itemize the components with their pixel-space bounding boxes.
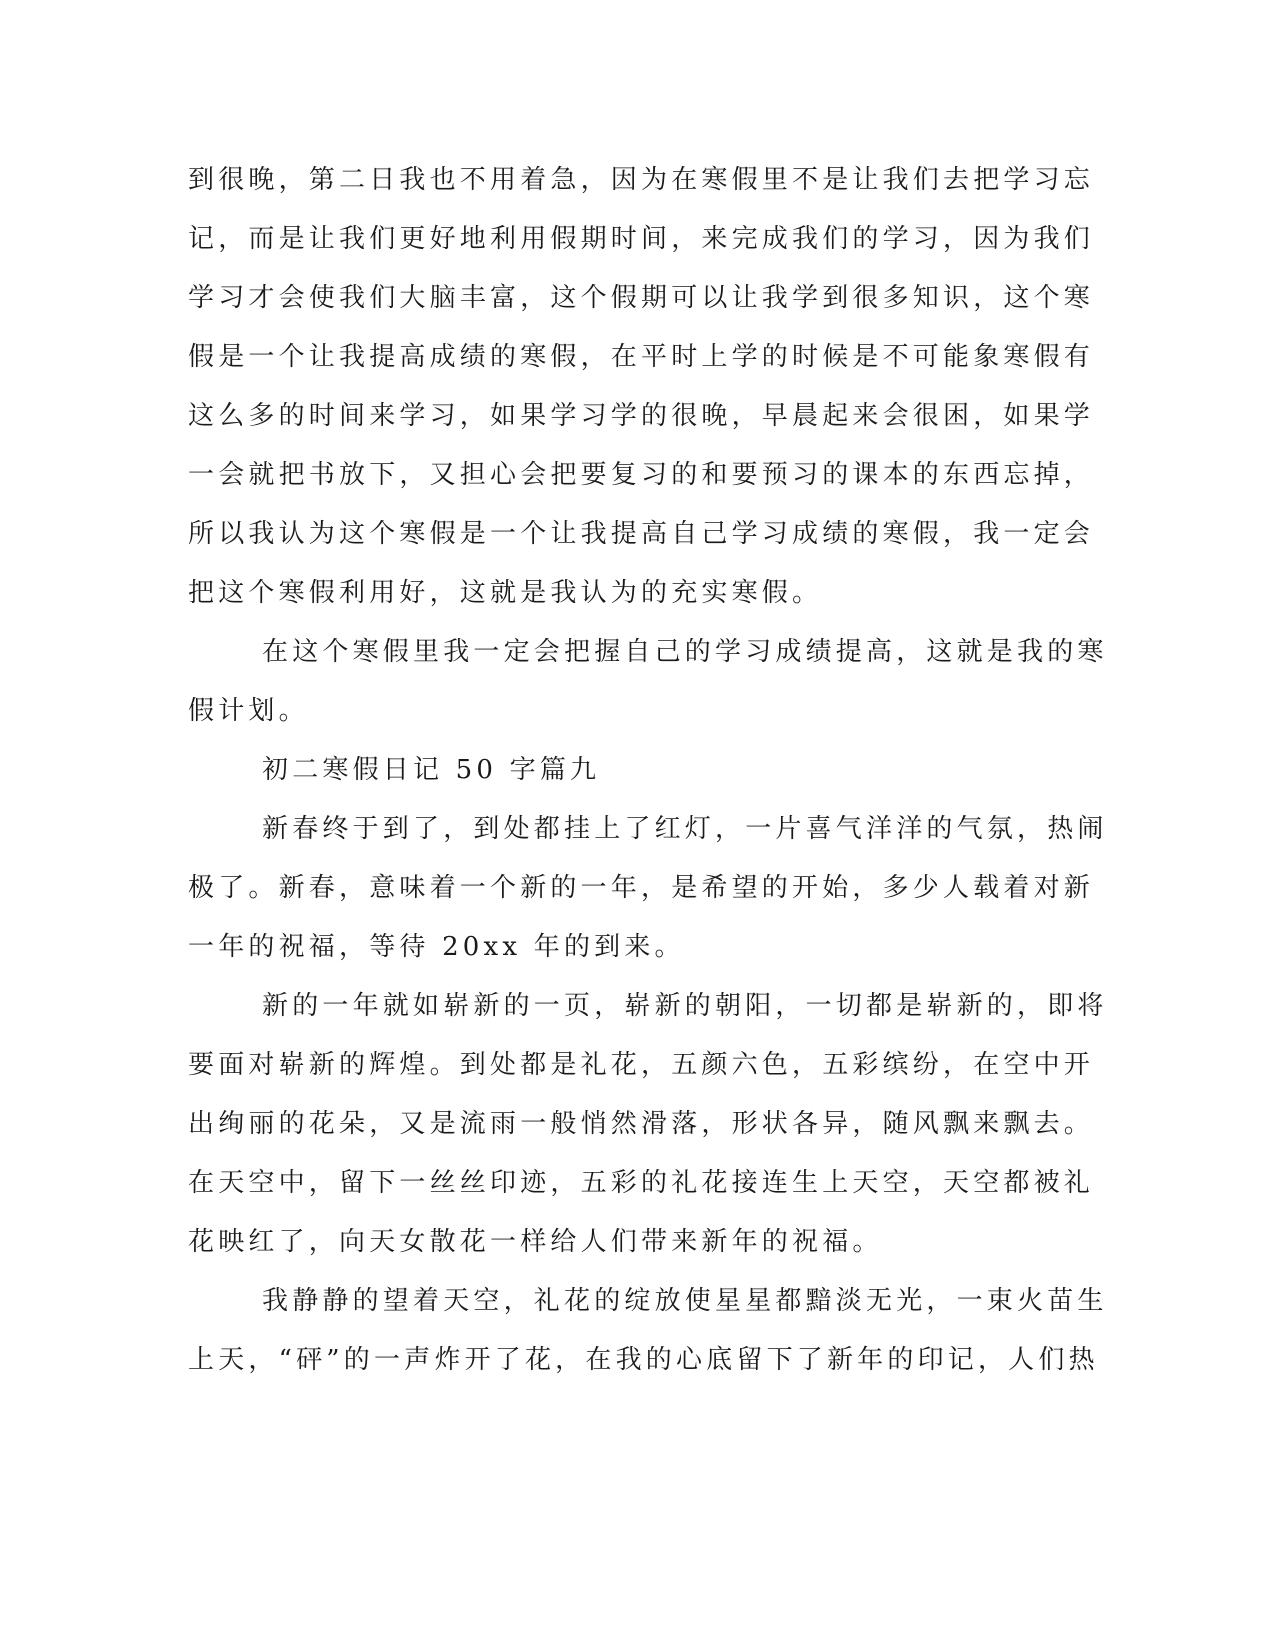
paragraph-first-line: 新春终于到了，到处都挂上了红灯，一片喜气洋洋的气氛，热闹 <box>262 814 1108 844</box>
text-line: 上天，“砰”的一声炸开了花，在我的心底留下了新年的印记，人们热 <box>188 1345 1099 1375</box>
section-heading: 初二寒假日记 50 字篇九 <box>262 755 601 785</box>
text-line: 出绚丽的花朵，又是流雨一般悄然滑落，形状各异，随风飘来飘去。 <box>188 1109 1095 1139</box>
text-line: 一会就把书放下，又担心会把要复习的和要预习的课本的东西忘掉， <box>188 460 1095 490</box>
text-line: 所以我认为这个寒假是一个让我提高自己学习成绩的寒假，我一定会 <box>188 519 1095 549</box>
text-line: 花映红了，向天女散花一样给人们带来新年的祝福。 <box>188 1227 883 1257</box>
paragraph-first-line: 我静静的望着天空，礼花的绽放使星星都黯淡无光，一束火苗生 <box>262 1286 1108 1316</box>
text-line: 在天空中，留下一丝丝印迹，五彩的礼花接连生上天空，天空都被礼 <box>188 1168 1095 1198</box>
paragraph-first-line: 在这个寒假里我一定会把握自己的学习成绩提高，这就是我的寒 <box>262 637 1108 667</box>
text-line: 这么多的时间来学习，如果学习学的很晚，早晨起来会很困，如果学 <box>188 401 1095 431</box>
text-line: 一年的祝福，等待 20xx 年的到来。 <box>188 932 685 962</box>
text-line: 假计划。 <box>188 696 309 726</box>
text-line: 假是一个让我提高成绩的寒假，在平时上学的时候是不可能象寒假有 <box>188 342 1095 372</box>
paragraph-first-line: 新的一年就如崭新的一页，崭新的朝阳，一切都是崭新的，即将 <box>262 991 1108 1021</box>
text-line: 到很晚，第二日我也不用着急，因为在寒假里不是让我们去把学习忘 <box>188 165 1095 195</box>
text-line: 记，而是让我们更好地利用假期时间，来完成我们的学习，因为我们 <box>188 224 1095 254</box>
text-line: 极了。新春，意味着一个新的一年，是希望的开始，多少人载着对新 <box>188 873 1095 903</box>
text-line: 把这个寒假利用好，这就是我认为的充实寒假。 <box>188 578 823 608</box>
text-line: 要面对崭新的辉煌。到处都是礼花，五颜六色，五彩缤纷，在空中开 <box>188 1050 1095 1080</box>
text-line: 学习才会使我们大脑丰富，这个假期可以让我学到很多知识，这个寒 <box>188 283 1095 313</box>
